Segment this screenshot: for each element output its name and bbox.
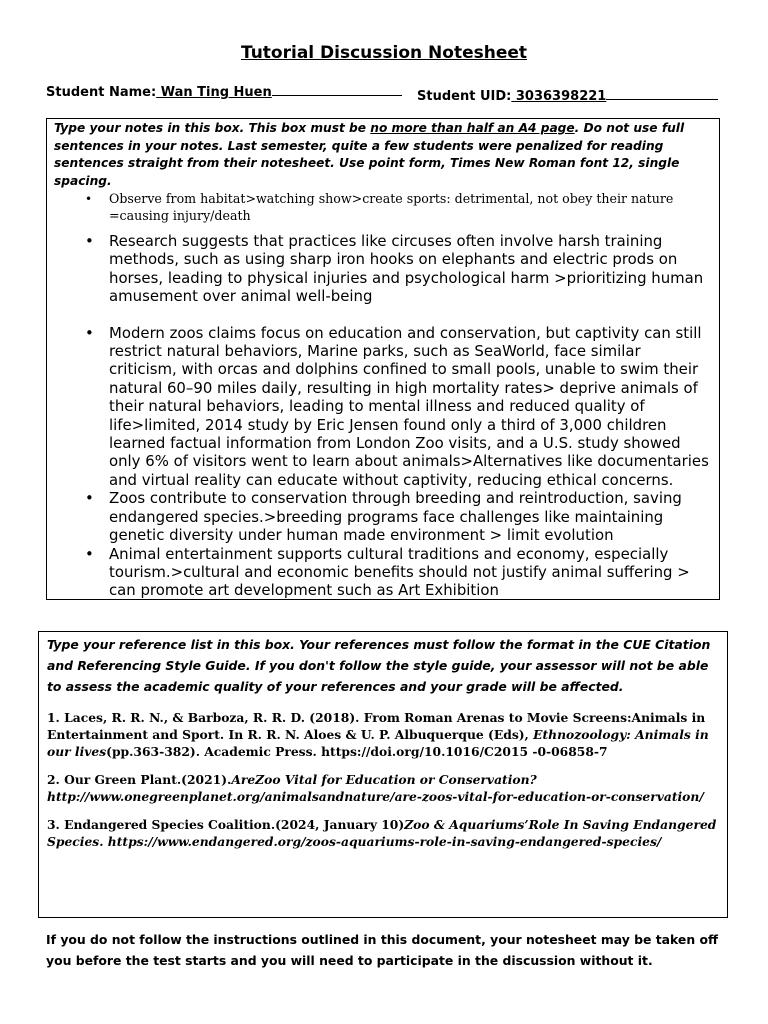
- reference-text: 2. Our Green Plant.(2021).: [47, 772, 232, 787]
- student-name-field: [46, 83, 402, 100]
- reference-item: [47, 771, 719, 805]
- references-box[interactable]: [38, 631, 728, 918]
- reference-italic: Zoo & Aquariums’Role In Saving Endangered Species. https://www.endangered.org/zoos-aquariums-role-in-saving-endangered-species/: [47, 817, 717, 849]
- note-text: Research suggests that practices like circuses often involve harsh training methods, such as using sharp iron hooks on elephants and electric prods on horses, leading to physical injuries and psychological harm >prioritizing human amusement over animal well-being: [109, 232, 704, 306]
- footer-warning: If you do not follow the instructions outlined in this document, your notesheet may be taken off you before the test starts and you will need to participate in the discussion without it.: [46, 932, 719, 968]
- notes-list: [54, 191, 713, 600]
- student-uid-field: [417, 87, 718, 104]
- notes-instr-underlined: no more than half an A4 page: [370, 121, 575, 135]
- bullet-icon: •: [85, 323, 94, 342]
- list-item: [54, 324, 713, 490]
- student-uid-underline: [606, 87, 718, 100]
- reference-italic: Ethnozoology: Animals in our lives: [47, 727, 709, 759]
- list-item: [54, 545, 713, 600]
- notes-instr-part2: . Do not use full sentences in your notes. Last semester, quite a few students were penalized for reading sentences straight from their notesheet. Use point form, Times New Roman font 12, single spacing.: [54, 121, 685, 188]
- bullet-icon: •: [85, 232, 94, 250]
- notes-instr-part1: Type your notes in this box. This box must be: [54, 121, 371, 135]
- bullet-icon: •: [85, 544, 94, 563]
- reference-text: 1. Laces, R. R. N., & Barboza, R. R. D. (2018). From Roman Arenas to Movie Screens:Animals in Entertainment and Sport. In R. R. N. Aloes & U. P. Albuquerque (Eds),: [47, 710, 706, 742]
- list-item: [54, 232, 713, 306]
- note-text: Modern zoos claims focus on education and conservation, but captivity can still restrict natural behaviors, Marine parks, such as SeaWorld, face similar criticism, with orcas and dolphins confined to small pools, unable to swim their natural 60–90 miles daily, resulting in high mortality rates> deprive animals of their natural behaviors, leading to mental illness and reduced quality of life>limited, 2014 study by Eric Jensen found only a third of 3,000 children learned factual information from London Zoo visits, and a U.S. study showed only 6% of visitors went to learn about animals>Alternatives like documentaries and virtual reality can educate without captivity, reducing ethical concerns.: [109, 323, 709, 489]
- reference-italic: AreZoo Vital for Education or Conservation? http://www.onegreenplanet.org/animalsandnature/are-zoos-vital-for-education-or-conservation/: [47, 772, 704, 804]
- reference-instructions: Type your reference list in this box. Your references must follow the format in the CUE Citation and Referencing Style Guide. If you don't follow the style guide, your assessor will not be able to assess the academic quality of your references and your grade will be affected.: [47, 637, 711, 694]
- student-name-label: Student Name:: [46, 85, 157, 100]
- reference-item: [47, 709, 719, 760]
- bullet-icon: •: [85, 192, 93, 206]
- student-name-value[interactable]: Wan Ting Huen: [156, 85, 272, 100]
- note-text: Zoos contribute to conservation through breeding and reintroduction, saving endangered species.>breeding programs face challenges like maintaining genetic diversity under human made environment > limit evolution: [109, 489, 682, 545]
- note-text: Animal entertainment supports cultural traditions and economy, especially tourism.>cultural and economic benefits should not justify animal suffering > can promote art development such as Art Exhibition: [109, 544, 690, 600]
- reference-text: (pp.363-382). Academic Press. https://doi.org/10.1016/C2015 -0-06858-7: [106, 744, 608, 759]
- student-uid-label: Student UID:: [417, 89, 512, 104]
- notes-instructions: [54, 120, 713, 190]
- list-item: [54, 489, 713, 544]
- reference-text: 3. Endangered Species Coalition.(2024, January 10): [47, 817, 405, 832]
- page-title: Tutorial Discussion Notesheet: [240, 43, 528, 63]
- student-uid-value[interactable]: 3036398221: [511, 89, 607, 104]
- reference-item: [47, 816, 719, 850]
- list-item: [54, 191, 713, 224]
- student-name-underline: [272, 83, 402, 96]
- bullet-icon: •: [85, 489, 94, 508]
- notes-box[interactable]: [46, 118, 720, 600]
- note-text: Observe from habitat>watching show>create sports: detrimental, not obey their nature =causing injury/death: [109, 191, 674, 223]
